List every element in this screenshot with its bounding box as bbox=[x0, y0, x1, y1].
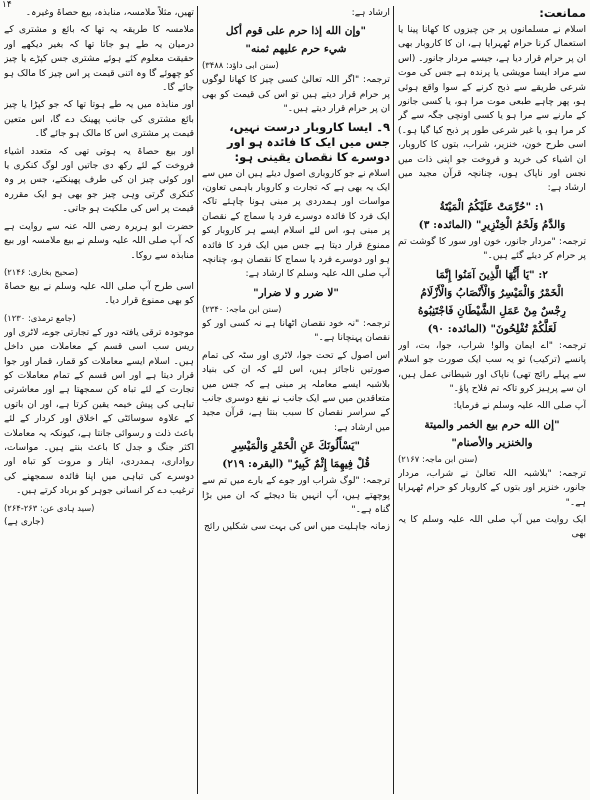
section-heading: ممانعت: bbox=[539, 6, 586, 20]
left-column bbox=[4, 6, 194, 796]
hadith-text: "وإن الله إذا حرم على قوم أكل bbox=[225, 25, 367, 38]
paragraph: تھیں، مثلاً ملامسہ، منابذہ، بیع حصاۃ وغیرہ۔ bbox=[25, 7, 194, 18]
paragraph: موجودہ ترقی یافتہ دور کے تجارتی جوے، لاٹری اور ریس سب اسی قسم کے معاملات میں داخل ہیں۔ اسلام ایسے معاملات کو قمار، قمار اور جوا قرار دیتا ہے اور اس قسم کے تمام معاملات کو تجارت کے لئے تباہ کن سمجھتا ہے اور معاشرتی تباہی کی پیش خیمہ یقین کرتا ہے، اور ان باتوں کے علاوہ سوسائٹی کے اخلاق اور کردار کے لئے باعث ذلت و رسوائی جانتا ہے، کیونکہ یہ معاملات اکثر جنگ و جدل کا باعث بنتے ہیں۔ مواسات، رواداری، ہمدردی، ایثار و مروت کو تباہ اور دوسرے کی تباہی میں اپنا فائدہ سمجھنے کی ترغیب دے کر انسانی جوہر کو برباد کرتے ہیں۔ bbox=[4, 326, 194, 497]
translation: ترجمہ: "بلاشبہ اللہ تعالیٰ نے شراب، مردار جانور، خنزیر اور بتوں کے کاروبار کو حرام ٹھہرایا ہے۔" bbox=[398, 467, 586, 508]
reference: (سنن ابی داؤد: ۳۴۸۸) bbox=[202, 60, 279, 71]
right-column bbox=[398, 6, 586, 796]
translation: ترجمہ: "لوگ شراب اور جوے کے بارے میں تم سے پوچھتے ہیں، آپ انہیں بتا دیجئے کہ ان میں بڑا گناہ ہے۔" bbox=[202, 475, 390, 515]
column-divider bbox=[197, 6, 198, 794]
translation: ترجمہ: "نہ خود نقصان اٹھانا ہے نہ کسی اور کو نقصان پہنچانا ہے۔" bbox=[202, 317, 390, 344]
hadith-text: "لا ضرر و لا ضرار" bbox=[253, 286, 339, 299]
quran-verse: الْخَمْرُ وَالْمَيْسِرُ وَالْأَنْصَابُ وَالْأَزْلَامُ bbox=[420, 286, 564, 299]
hadith-text: "إن الله حرم بيع الخمر والميتة bbox=[424, 418, 560, 431]
reference: (جامع ترمذی: ۱۲۳۰) bbox=[4, 312, 76, 323]
paragraph: اور منابذہ میں یہ طے ہوتا تھا کہ جو کپڑا یا چیز بائع مشتری کی جانب پھینک دے گا، اس متعین قیمت پر مشتری اس کا مالک ہو جائے گا۔ bbox=[4, 99, 194, 140]
column-divider bbox=[393, 6, 394, 794]
reference: (سید ہادی عن: ۲۶۳-۲۶۴) bbox=[4, 502, 95, 513]
paragraph: اس اصول کے تحت جوا، لاٹری اور سٹہ کی تمام صورتیں ناجائز ہیں، اس لئے کہ ان کی بنیاد بلاشبہ ایسے معاملہ پر مبنی ہے کہ جس میں متعاقدین میں سے ایک جانب نے نفع دوسری جانب کے سراسر نقصان کا سبب بنتا ہے، قرآن مجید میں ارشاد ہے: bbox=[202, 349, 390, 433]
quran-verse: لَعَلَّكُمْ تُفْلِحُونَ" (المائدہ: ۹۰) bbox=[427, 322, 557, 335]
middle-column bbox=[202, 6, 390, 796]
quran-verse: قُلْ فِيهِمَا إِثْمٌ كَبِيرٌ" (البقرہ: ۲۱۹) bbox=[222, 458, 370, 471]
quran-verse: "يَسْأَلُونَكَ عَنِ الْخَمْرِ وَالْمَيْسِرِ bbox=[231, 440, 361, 453]
paragraph: ایک روایت میں آپ صلی اللہ علیہ وسلم کا یہ بھی bbox=[398, 513, 586, 540]
translation: ترجمہ: "مردار جانور، خون اور سور کا گوشت تم پر حرام کر دیئے گئے ہیں۔" bbox=[398, 235, 586, 262]
paragraph: اسلام نے جو کاروباری اصول دیئے ہیں ان میں سے ایک یہ بھی ہے کہ تجارت و کاروبار باہمی تعاون، مواسات اور ہمدردی پر مبنی ہونا چاہئے تاکہ ایک فرد کا فائدہ دوسرے فرد یا سماج کے نقصان پر مبنی ہو، اس لئے اسلام ایسے ہر کاروبار کو ممنوع قرار دیتا ہے جس میں ایک فرد کا فائدہ ہو اور دوسرے فرد یا سماج کا نقصان ہو، چنانچہ آپ صلی اللہ علیہ وسلم کا ارشاد ہے: bbox=[202, 167, 390, 280]
paragraph: حضرت ابو ہریرہ رضی اللہ عنہ سے روایت ہے کہ آپ صلی اللہ علیہ وسلم نے بیع ملامسہ اور بیع منابذہ سے روکا۔ bbox=[4, 220, 194, 261]
page-marker: ۱۴ bbox=[2, 0, 12, 10]
paragraph: ارشاد ہے: bbox=[351, 7, 390, 18]
quran-verse: رِجْسٌ مِنْ عَمَلِ الشَّيْطَانِ فَاجْتَنِبُوهُ bbox=[417, 304, 567, 317]
hadith-text: والخنزير والأصنام" bbox=[451, 436, 533, 449]
hadith-text: شيء حرم عليهم ثمنه" bbox=[245, 43, 347, 56]
translation: ترجمہ: "اے ایمان والو! شراب، جوا، بت، اور پانسے (ترکیب) تو یہ سب ایک صورت جو اسلام سے پہلے رائج تھی) ناپاک اور شیطانی عمل ہیں، ان سے پرہیز کرو تاکہ تم فلاح پاؤ۔" bbox=[398, 339, 586, 394]
paragraph: اسلام نے مسلمانوں پر جن چیزوں کا کھانا پینا یا استعمال کرنا حرام ٹھہرایا ہے، ان کا کاروبار بھی ان پر حرام قرار دیا ہے، جیسے مردار جانور۔ (اس سے مراد ایسا مویشی یا پرندہ ہے جس کی موت شرعی طریقے سے ذبح کرنے کے سوا واقع ہوئی ہو، پھر چاہے طبعی موت مرا ہو، یا کسی جانور کے مارنے سے مرا ہو یا کسی اونچی جگہ سے گر کر مرا ہو، یا غیر شرعی طور پر ذبح کیا گیا ہو۔) اسی طرح خون، خنزیر، شراب، بتوں کا کاروبار، ان اشیاء کی خرید و فروخت جو اپنی ذات میں نجس اور ناپاک ہوں، چنانچہ قرآن مجید میں ارشاد ہے: bbox=[398, 24, 586, 194]
reference: (سنن ابن ماجہ: ۲۳۴۰) bbox=[202, 303, 282, 314]
continued-label: (جاری ہے) bbox=[4, 516, 45, 527]
section-heading: ۹۔ ایسا کاروبار درست نہیں، جس میں ایک کا فائدہ ہو اور دوسرے کا نقصان یقینی ہو: bbox=[227, 119, 390, 164]
translation: ترجمہ: "اگر اللہ تعالیٰ کسی چیز کا کھانا لوگوں پر حرام قرار دیتے ہیں تو اس کی قیمت کو بھی ان پر حرام قرار دیتے ہیں۔" bbox=[202, 74, 390, 115]
reference: (صحیح بخاری: ۲۱۴۶) bbox=[4, 266, 79, 277]
paragraph: ملامسہ کا طریقہ یہ تھا کہ بائع و مشتری کے درمیان یہ طے ہو جاتا تھا کہ بغیر دیکھے اور حقیقت معلوم کئے ہوئے مشتری جس کپڑے یا چیز کو چھوئے گا وہ اتنی قیمت پر اس چیز کا مالک ہو جائے گا۔ bbox=[4, 24, 194, 94]
quran-verse: وَالدَّمُ وَلَحْمُ الْخِنْزِيرِ" (المائدہ: ۳) bbox=[418, 218, 566, 231]
reference: (سنن ابن ماجہ: ۲۱۶۷) bbox=[398, 453, 478, 464]
paragraph: اور بیع حصاۃ یہ ہوتی تھی کہ متعدد اشیاء فروخت کے لئے رکھ دی جاتیں اور لوگ کنکری یا اور کوئی چیز ان کی طرف پھینکتے، جس پر وہ کنکری گرتی وہی چیز جو بھی ہو ایک مقررہ قیمت پر اس کی ملکیت ہو جاتی۔ bbox=[4, 145, 194, 215]
quran-verse: ۲: "يَا أَيُّهَا الَّذِينَ آمَنُوا إِنَّمَا bbox=[436, 268, 548, 281]
quran-verse: ۱: "حُرِّمَتْ عَلَيْكُمُ الْمَيْتَةُ bbox=[439, 200, 545, 213]
paragraph: اسی طرح آپ صلی اللہ علیہ وسلم نے بیع حصاۃ کو بھی ممنوع قرار دیا۔ bbox=[4, 280, 194, 307]
paragraph: آپ صلی اللہ علیہ وسلم نے فرمایا: bbox=[453, 400, 586, 412]
paragraph: زمانہ جاہلیت میں اس کی بہت سی شکلیں رائج bbox=[203, 521, 390, 533]
